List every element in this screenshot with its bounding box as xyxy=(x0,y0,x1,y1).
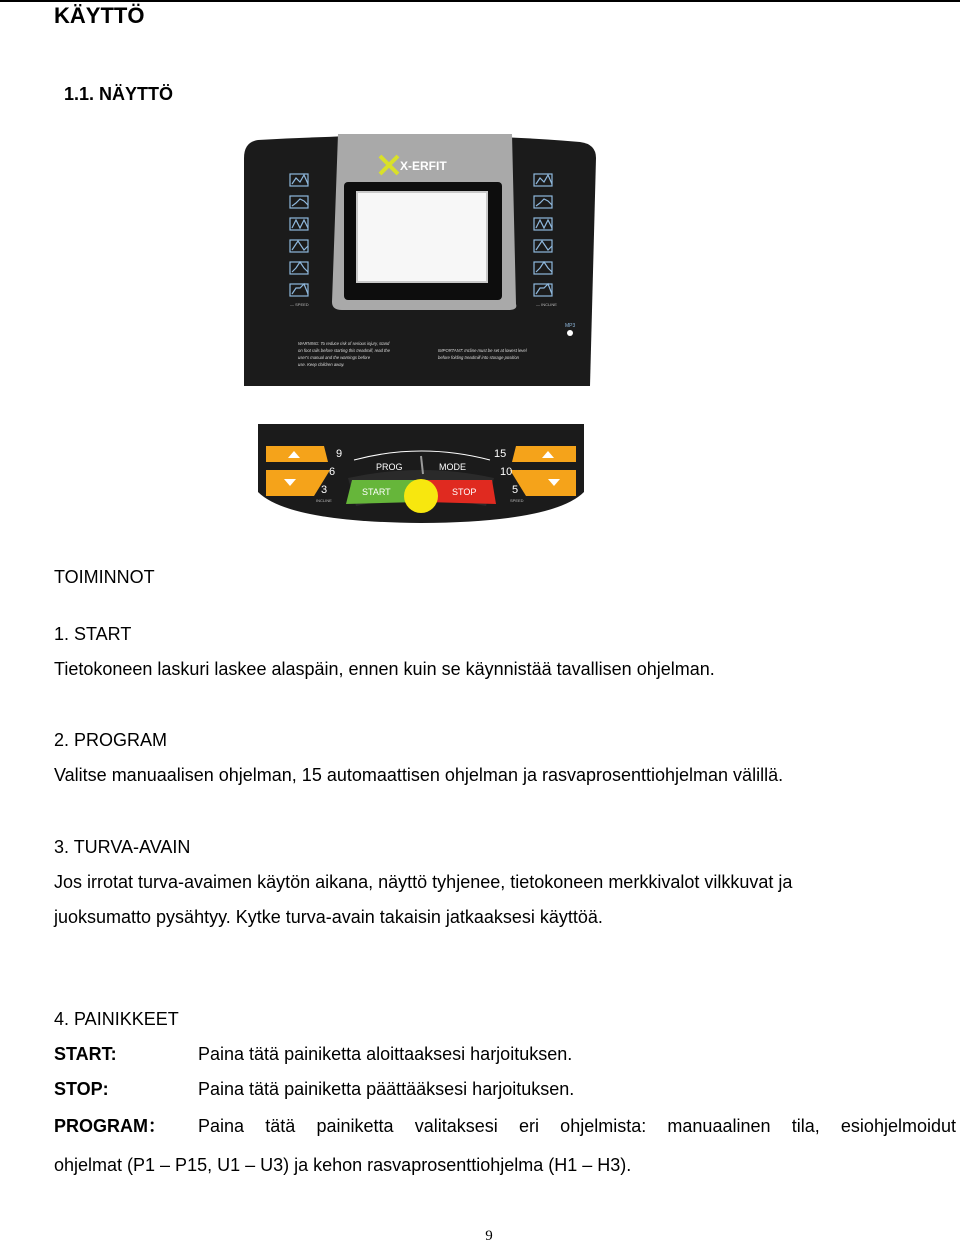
svg-text:on foot rails before starting: on foot rails before starting this treadmill, read the xyxy=(298,348,390,353)
program-term: PROGRAM： xyxy=(54,1116,166,1136)
item-3-text-line-1: Jos irrotat turva-avaimen käytön aikana, näyttö tyhjenee, tietokoneen merkkivalot vilkkuvat ja xyxy=(54,872,793,892)
svg-text:WARNING: To reduce risk of ser: WARNING: To reduce risk of serious injury, stand xyxy=(298,341,390,346)
svg-text:X-ERFIT: X-ERFIT xyxy=(400,159,447,173)
item-1-text: Tietokoneen laskuri laskee alaspäin, ennen kuin se käynnistää tavallisen ohjelman. xyxy=(54,659,715,679)
svg-text:5: 5 xyxy=(512,484,519,496)
svg-text:use. Keep children away.: use. Keep children away. xyxy=(298,362,345,367)
svg-text:STOP: STOP xyxy=(452,487,477,497)
mp3-jack-icon xyxy=(567,330,573,336)
mode-button: MODE xyxy=(439,462,466,472)
item-1-title: 1. START xyxy=(54,624,132,644)
stop-term: STOP: xyxy=(54,1079,109,1099)
stop-description: Paina tätä painiketta päättääksesi harjoituksen. xyxy=(198,1079,575,1099)
item-3-title: 3. TURVA-AVAIN xyxy=(54,837,191,857)
svg-text:9: 9 xyxy=(336,448,343,460)
page-number: 9 xyxy=(485,1228,493,1244)
item-2-title: 2. PROGRAM xyxy=(54,730,168,750)
lcd-screen xyxy=(357,192,487,282)
svg-text:before folding treadmill into: before folding treadmill into storage position xyxy=(438,355,520,360)
item-3-text-line-2: juoksumatto pysähtyy. Kytke turva-avain takaisin jatkaaksesi käyttöä. xyxy=(54,907,603,927)
program-description: Paina tätä painiketta valitaksesi eri ohjelmista: manuaalinen tila, esiohjelmoidut xyxy=(198,1116,956,1136)
page-top-rule xyxy=(0,0,960,2)
mp3-label: MP3 xyxy=(565,323,576,329)
program-description-continued: ohjelmat (P1 – P15, U1 – U3) ja kehon rasvaprosenttiohjelma (H1 – H3). xyxy=(54,1155,632,1175)
speed-up-button xyxy=(512,446,576,462)
start-term: START: xyxy=(54,1044,117,1064)
incline-up-button xyxy=(266,446,328,462)
svg-text:6: 6 xyxy=(329,466,336,478)
section-title: TOIMINNOT xyxy=(54,567,155,587)
keypad-illustration xyxy=(254,422,588,526)
console-display-illustration xyxy=(240,134,602,386)
svg-text:user's manual and the warnings: user's manual and the warnings before xyxy=(298,355,371,360)
safety-key-icon xyxy=(404,479,438,513)
prog-button: PROG xyxy=(376,462,403,472)
svg-text:START: START xyxy=(362,487,391,497)
speed-label: SPEED xyxy=(510,498,524,503)
section-subheading: 1.1. NÄYTTÖ xyxy=(64,84,174,104)
speed-small-label: — SPEED xyxy=(290,302,309,307)
incline-small-label: — INCLINE xyxy=(536,302,557,307)
item-2-text: Valitse manuaalisen ohjelman, 15 automaattisen ohjelman ja rasvaprosenttiohjelman välillä. xyxy=(54,765,784,785)
svg-text:3: 3 xyxy=(321,484,328,496)
item-4-title: 4. PAINIKKEET xyxy=(54,1009,179,1029)
incline-label: INCLINE xyxy=(316,498,332,503)
start-description: Paina tätä painiketta aloittaaksesi harjoituksen. xyxy=(198,1044,573,1064)
svg-text:IMPORTANT: Incline must be set: IMPORTANT: Incline must be set at lowest level xyxy=(438,348,527,353)
page-heading: KÄYTTÖ xyxy=(54,3,145,28)
svg-text:15: 15 xyxy=(494,448,507,460)
svg-text:10: 10 xyxy=(500,466,513,478)
